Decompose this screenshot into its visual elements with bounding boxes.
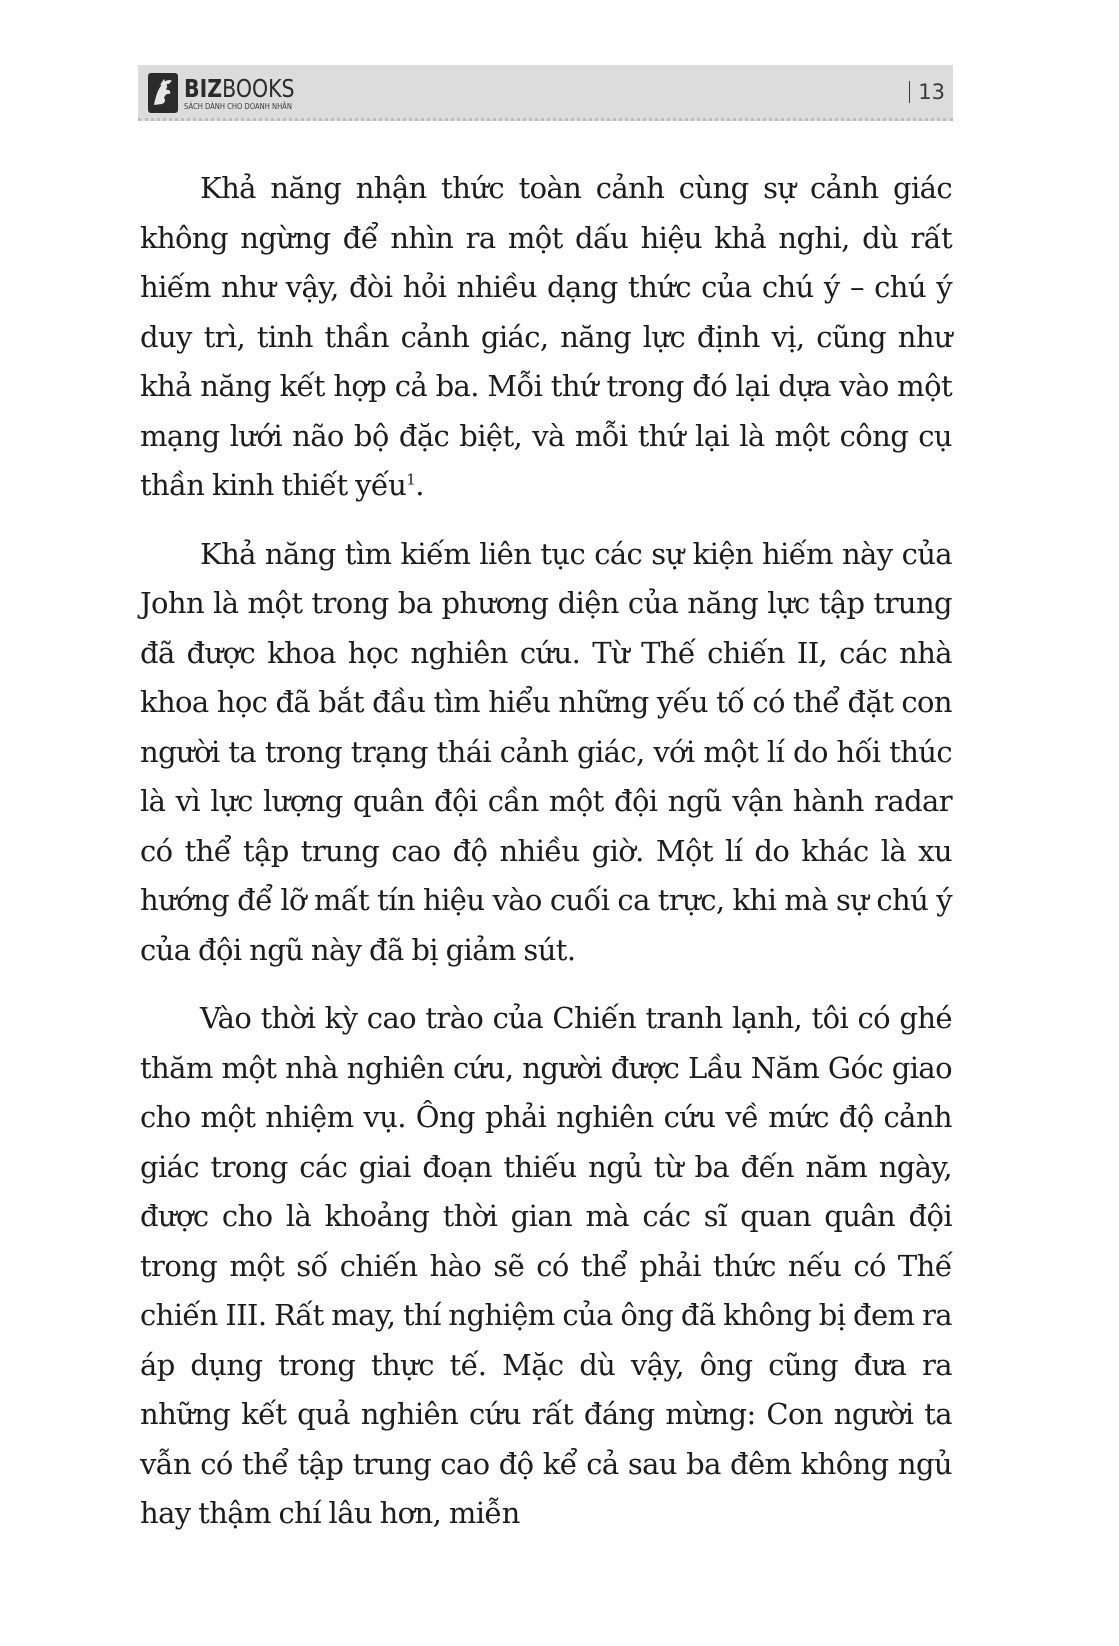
page-body — [140, 164, 952, 1558]
paragraph — [140, 164, 952, 511]
paragraph-text: Khả năng nhận thức toàn cảnh cùng sự cảnh giác không ngừng để nhìn ra một dấu hiệu khả nghi, dù rất hiếm như vậy, đòi hỏi nhiều dạng thức của chú ý – chú ý duy trì, tinh thần cảnh giác, năng lực định vị, cũng như khả năng kết hợp cả ba. Mỗi thứ trong đó lại dựa vào một mạng lưới não bộ đặc biệt, và mỗi thứ lại là một công cụ thần kinh thiết yếu — [140, 171, 952, 502]
brand-name — [184, 75, 295, 102]
page-number: 13 — [918, 80, 945, 104]
publisher-logo — [148, 72, 319, 114]
bizbooks-logo-icon — [148, 73, 178, 113]
page-number-block — [909, 79, 945, 105]
page-number-divider — [909, 81, 911, 103]
paragraph: Khả năng tìm kiếm liên tục các sự kiện hiếm này của John là một trong ba phương diện của năng lực tập trung đã được khoa học nghiên cứu. Từ Thế chiến II, các nhà khoa học đã bắt đầu tìm hiểu những yếu tố có thể đặt con người ta trong trạng thái cảnh giác, với một lí do hối thúc là vì lực lượng quân đội cần một đội ngũ vận hành radar có thể tập trung cao độ nhiều giờ. Một lí do khác là xu hướng để lỡ mất tín hiệu vào cuối ca trực, khi mà sự chú ý của đội ngũ này đã bị giảm sút. — [140, 536, 952, 967]
paragraph: Vào thời kỳ cao trào của Chiến tranh lạnh, tôi có ghé thăm một nhà nghiên cứu, người được Lầu Năm Góc giao cho một nhiệm vụ. Ông phải nghiên cứu về mức độ cảnh giác trong các giai đoạn thiếu ngủ từ ba đến năm ngày, được cho là khoảng thời gian mà các sĩ quan quân đội trong một số chiến hào sẽ có thể phải thức nếu có Thế chiến III. Rất may, thí nghiệm của ông đã không bị đem ra áp dụng trong thực tế. Mặc dù vậy, ông cũng đưa ra những kết quả nghiên cứu rất đáng mừng: Con người ta vẫn có thể tập trung cao độ kể cả sau ba đêm không ngủ hay thậm chí lâu hơn, miễn — [140, 1001, 952, 1530]
footnote-marker: 1 — [406, 470, 416, 489]
brand-name-regular: BOOKS — [222, 73, 295, 103]
running-header — [138, 65, 953, 121]
paragraph-tail: . — [415, 468, 424, 502]
brand-name-bold: BIZ — [184, 73, 223, 103]
brand-tagline: SÁCH DÀNH CHO DOANH NHÂN — [184, 101, 292, 111]
